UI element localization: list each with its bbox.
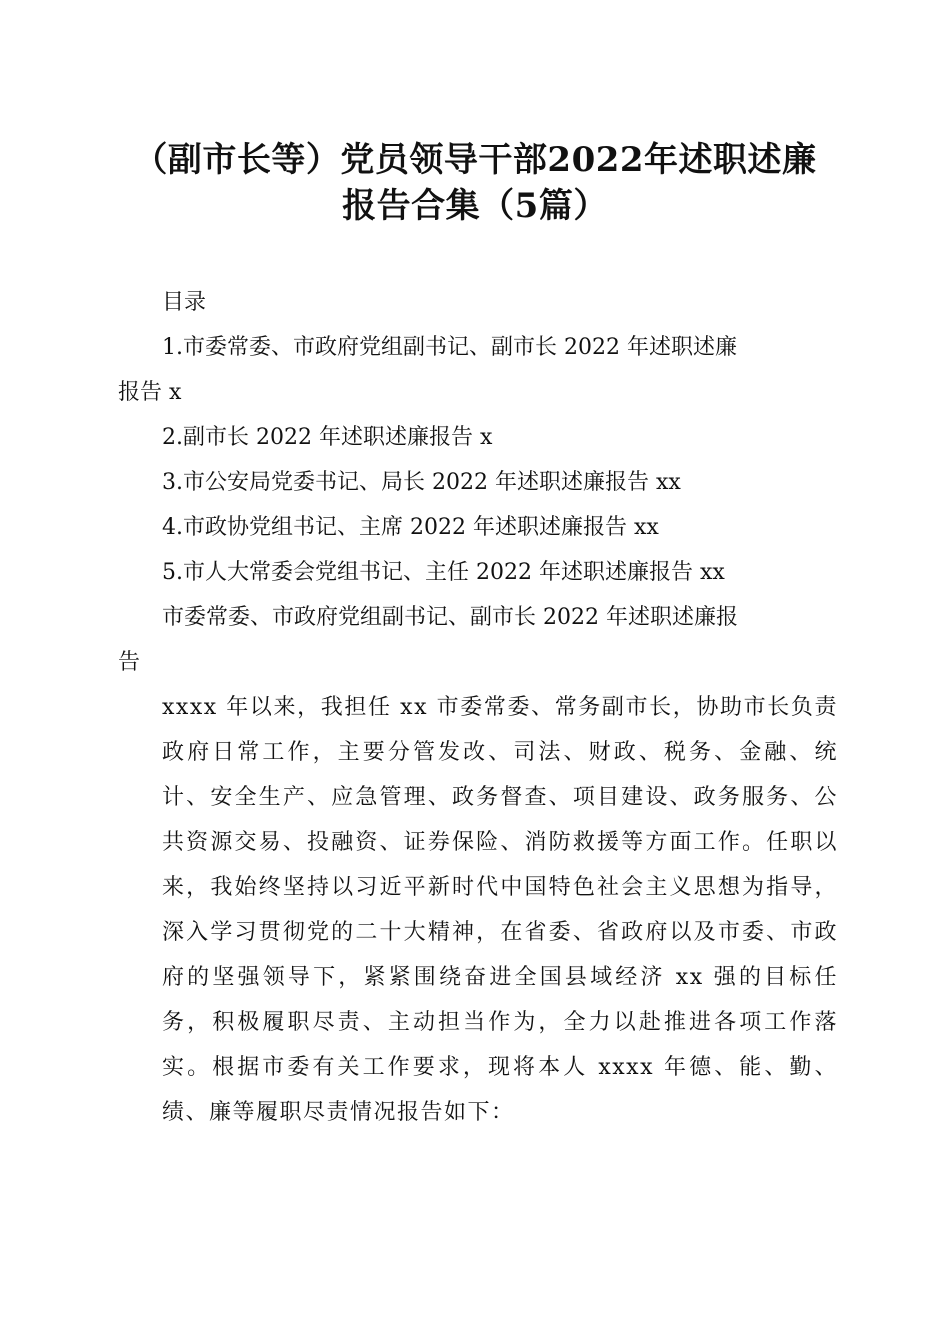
toc-heading: 目录 [162,290,207,315]
document-title-line-2: 报告合集（5篇） [342,186,608,226]
toc-item-5: 5.市人大常委会党组书记、主任 2022 年述职述廉报告 xx [162,560,725,585]
body-paragraph: xxxx 年以来，我担任 xx 市委常委、常务副市长，协助市长负责政府日常工作，主要分管发改、司法、财政、税务、金融、统计、安全生产、应急管理、政务督查、项目建设、政务服务、公共资源交易、投融资、证券保险、消防救援等方面工作。任职以来，我始终坚持以习近平新时代中国特色社会主义思想为指导，深入学习贯彻党的二十大精神，在省委、省政府以及市委、市政府的坚强领导下，紧紧围绕奋进全国县域经济 xx 强的目标任务，积极履职尽责、主动担当作为，全力以赴推进各项工作落实。根据市委有关工作要求，现将本人 xxxx 年德、能、勤、绩、廉等履职尽责情况报告如下： [162,695,838,1125]
toc-item-1: 1.市委常委、市政府党组副书记、副市长 2022 年述职述廉 [162,335,737,360]
toc-item-1-continued: 报告 x [118,380,182,405]
toc-item-3: 3.市公安局党委书记、局长 2022 年述职述廉报告 xx [162,470,681,495]
section-title: 市委常委、市政府党组副书记、副市长 2022 年述职述廉报 [162,605,738,630]
toc-item-2: 2.副市长 2022 年述职述廉报告 x [162,425,493,450]
document-body [118,280,838,1135]
section-title-continued: 告 [118,650,141,675]
document-title-line-1: （副市长等）党员领导干部2022年述职述廉 [133,140,817,180]
toc-item-4: 4.市政协党组书记、主席 2022 年述职述廉报告 xx [162,515,659,540]
